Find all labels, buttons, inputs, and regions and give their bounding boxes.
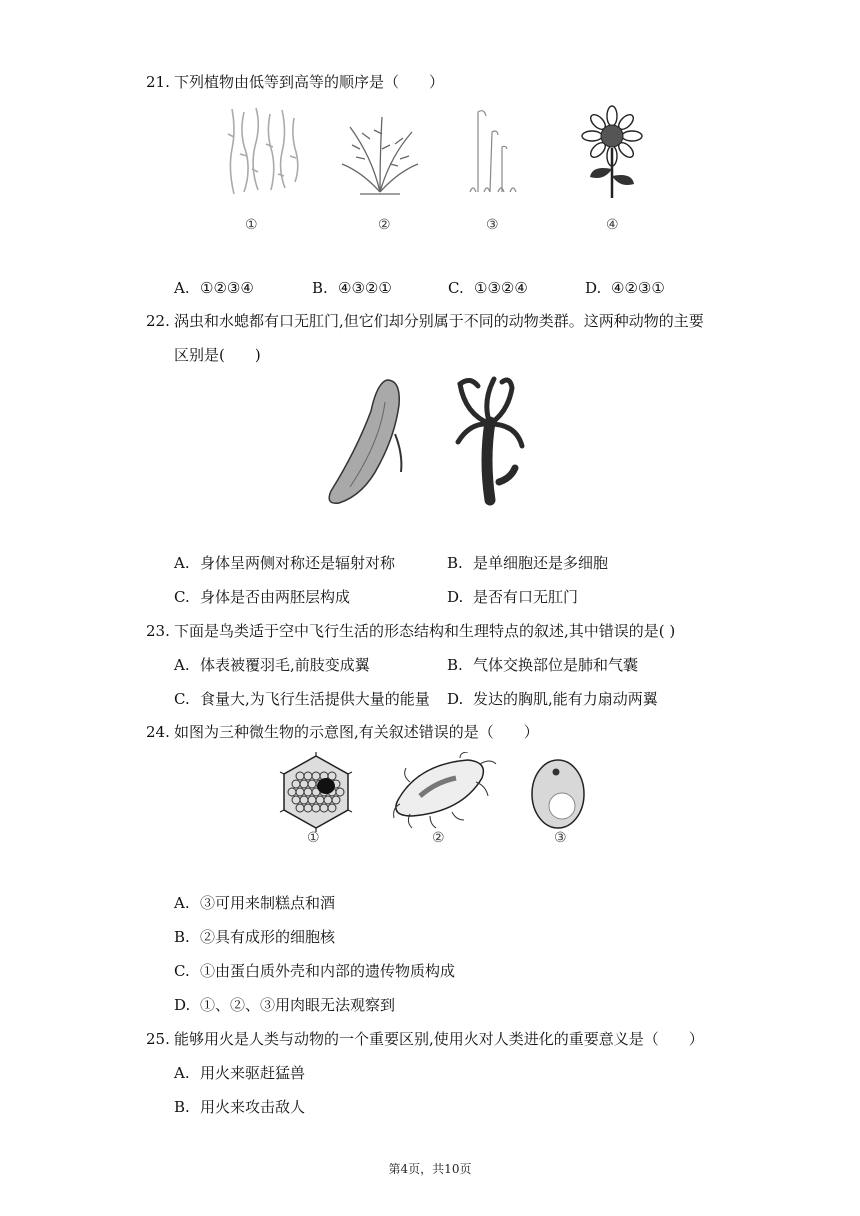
option-a[interactable] bbox=[174, 893, 335, 913]
question-text: 能够用火是人类与动物的一个重要区别,使用火对人类进化的重要意义是（ ） bbox=[174, 1030, 704, 1048]
option-letter: A. bbox=[174, 656, 190, 674]
option-text: ④③②① bbox=[338, 279, 392, 297]
option-text: 身体呈两侧对称还是辐射对称 bbox=[200, 554, 396, 572]
question-number: 24. bbox=[146, 723, 170, 741]
option-text: 食量大,为飞行生活提供大量的能量 bbox=[200, 690, 430, 708]
figure-caption: ③ bbox=[486, 217, 499, 233]
figure-caption: ④ bbox=[606, 217, 619, 233]
question-text: 下列植物由低等到高等的顺序是（ ） bbox=[174, 73, 445, 91]
option-d[interactable] bbox=[447, 587, 578, 607]
question-24-stem bbox=[146, 722, 539, 742]
option-letter: A. bbox=[174, 1064, 190, 1082]
question-21-stem bbox=[146, 72, 444, 92]
option-text: ①③②④ bbox=[474, 279, 528, 297]
plants-figure bbox=[220, 104, 650, 204]
planarian-illustration bbox=[329, 380, 401, 503]
microbes-figure bbox=[270, 752, 590, 834]
option-d[interactable] bbox=[174, 995, 395, 1015]
option-letter: D. bbox=[447, 588, 464, 606]
option-d[interactable] bbox=[585, 278, 665, 298]
option-c[interactable] bbox=[448, 278, 528, 298]
question-number: 21. bbox=[146, 73, 170, 91]
option-b[interactable] bbox=[174, 927, 335, 947]
figure-caption: ② bbox=[378, 217, 391, 233]
option-text: 体表被覆羽毛,前肢变成翼 bbox=[200, 656, 370, 674]
option-letter: D. bbox=[585, 279, 602, 297]
hydra-illustration bbox=[458, 379, 522, 500]
option-text: 气体交换部位是肺和气囊 bbox=[473, 656, 639, 674]
figure-caption: ① bbox=[307, 830, 320, 846]
question-22-stem bbox=[146, 311, 704, 331]
sunflower-illustration bbox=[582, 106, 642, 198]
question-text: 下面是鸟类适于空中飞行生活的形态结构和生理特点的叙述,其中错误的是( ) bbox=[174, 622, 676, 640]
option-text: ①②③④ bbox=[200, 279, 254, 297]
option-letter: B. bbox=[447, 656, 463, 674]
option-letter: B. bbox=[312, 279, 328, 297]
option-b[interactable] bbox=[447, 553, 608, 573]
option-a[interactable] bbox=[174, 553, 395, 573]
option-letter: D. bbox=[447, 690, 464, 708]
figure-caption: ③ bbox=[554, 830, 567, 846]
option-text: ①、②、③用肉眼无法观察到 bbox=[200, 996, 396, 1014]
option-text: ③可用来制糕点和酒 bbox=[200, 894, 336, 912]
question-number: 23. bbox=[146, 622, 170, 640]
option-letter: B. bbox=[447, 554, 463, 572]
option-letter: C. bbox=[448, 279, 464, 297]
virus-illustration bbox=[280, 752, 352, 832]
option-letter: B. bbox=[174, 1098, 190, 1116]
option-text: 发达的胸肌,能有力扇动两翼 bbox=[473, 690, 658, 708]
option-text: 身体是否由两胚层构成 bbox=[200, 588, 351, 606]
option-a[interactable] bbox=[174, 278, 254, 298]
yeast-illustration bbox=[532, 760, 584, 828]
bacterium-illustration bbox=[394, 752, 496, 828]
option-letter: D. bbox=[174, 996, 191, 1014]
question-text: 如图为三种微生物的示意图,有关叙述错误的是（ ） bbox=[174, 723, 539, 741]
moss-illustration bbox=[470, 111, 516, 192]
figure-caption: ② bbox=[432, 830, 445, 846]
option-a[interactable] bbox=[174, 1063, 305, 1083]
option-text: ④②③① bbox=[611, 279, 665, 297]
option-text: 用火来驱赶猛兽 bbox=[200, 1064, 306, 1082]
option-text: 用火来攻击敌人 bbox=[200, 1098, 306, 1116]
option-c[interactable] bbox=[174, 961, 455, 981]
option-b[interactable] bbox=[312, 278, 392, 298]
option-letter: C. bbox=[174, 690, 190, 708]
option-text: ②具有成形的细胞核 bbox=[200, 928, 336, 946]
question-number: 25. bbox=[146, 1030, 170, 1048]
option-letter: A. bbox=[174, 554, 190, 572]
option-text: ①由蛋白质外壳和内部的遗传物质构成 bbox=[200, 962, 456, 980]
option-text: 是否有口无肛门 bbox=[473, 588, 579, 606]
option-text: 是单细胞还是多细胞 bbox=[473, 554, 609, 572]
algae-illustration bbox=[228, 108, 298, 194]
option-d[interactable] bbox=[447, 689, 658, 709]
question-number: 22. bbox=[146, 312, 170, 330]
option-c[interactable] bbox=[174, 587, 350, 607]
fern-illustration bbox=[342, 117, 418, 194]
question-25-stem bbox=[146, 1029, 704, 1049]
option-a[interactable] bbox=[174, 655, 370, 675]
option-letter: B. bbox=[174, 928, 190, 946]
question-text: 涡虫和水螅都有口无肛门,但它们却分别属于不同的动物类群。这两种动物的主要 bbox=[174, 312, 704, 330]
option-letter: A. bbox=[174, 279, 190, 297]
option-c[interactable] bbox=[174, 689, 430, 709]
option-b[interactable] bbox=[174, 1097, 305, 1117]
option-letter: C. bbox=[174, 962, 190, 980]
option-letter: C. bbox=[174, 588, 190, 606]
option-letter: A. bbox=[174, 894, 190, 912]
question-22-stem-continued: 区别是( ) bbox=[174, 346, 261, 364]
animals-figure bbox=[325, 372, 525, 507]
figure-caption: ① bbox=[245, 217, 258, 233]
question-23-stem bbox=[146, 621, 675, 641]
page-footer: 第4页，共10页 bbox=[388, 1162, 472, 1176]
option-b[interactable] bbox=[447, 655, 638, 675]
